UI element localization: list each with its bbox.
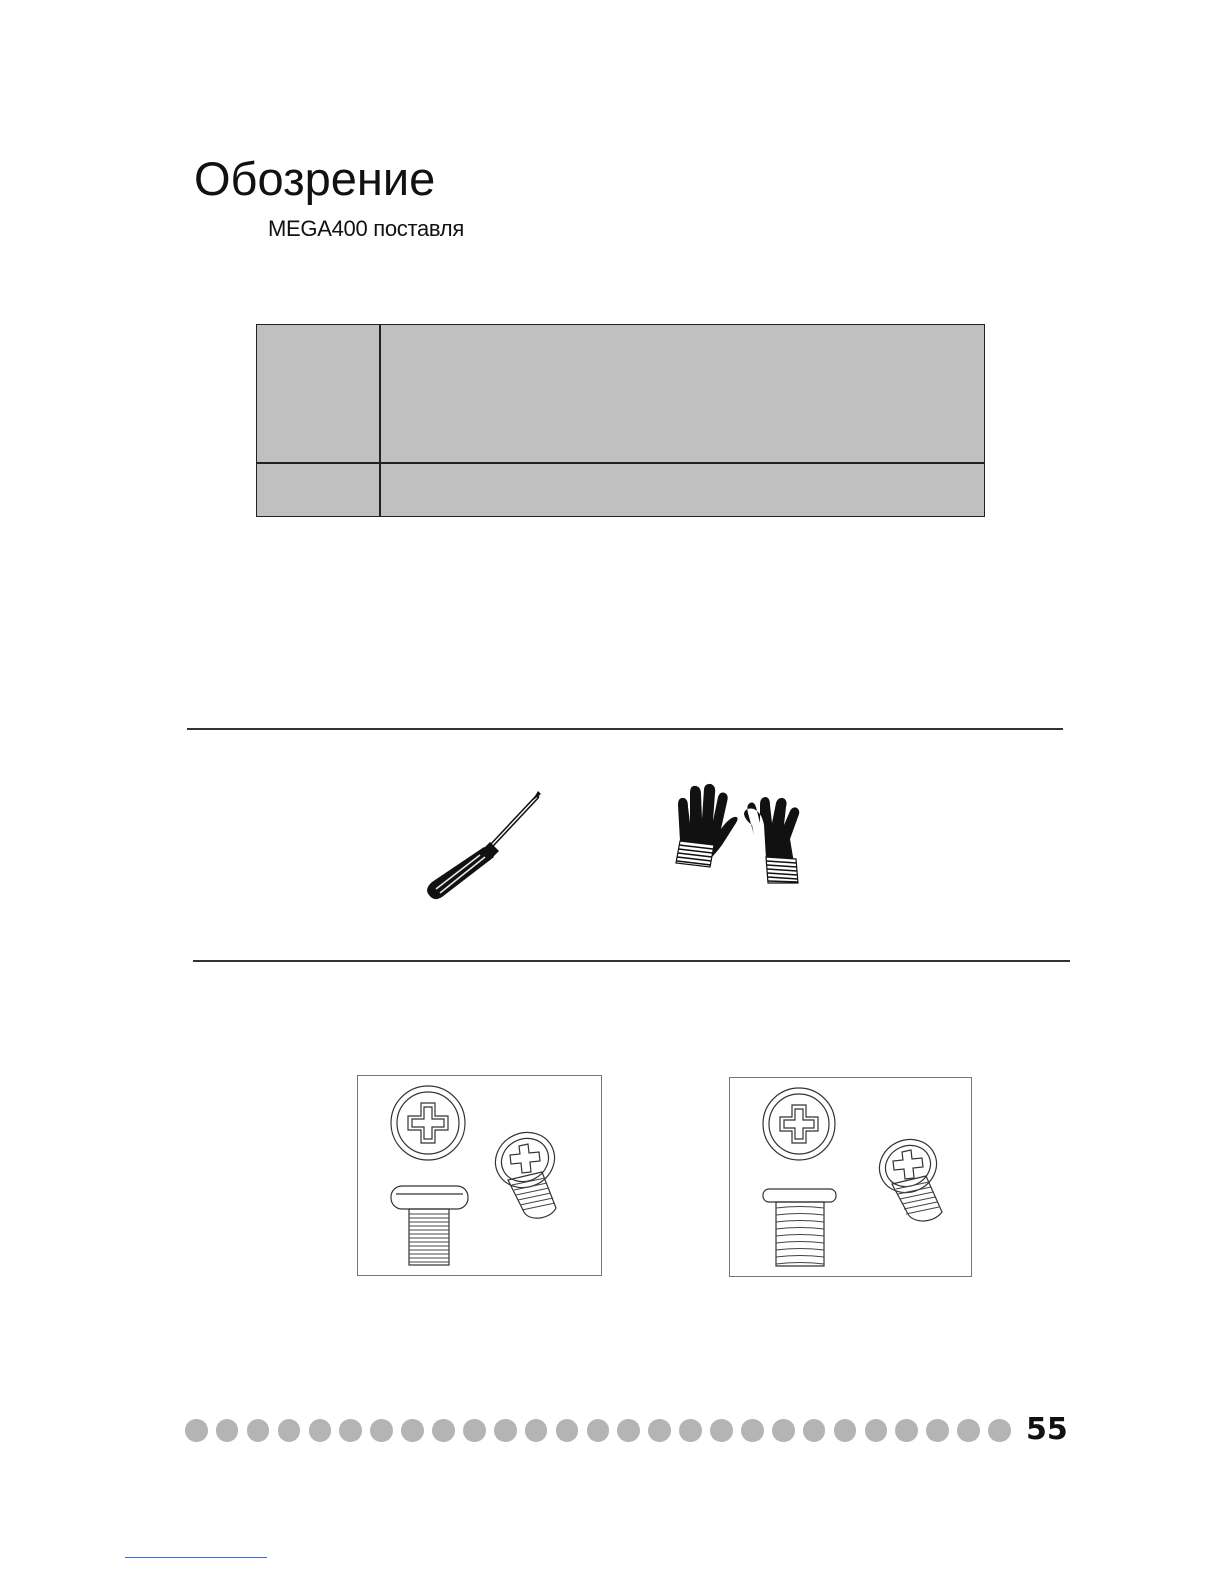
divider-bottom xyxy=(193,960,1070,962)
screw-drawing-icon xyxy=(358,1076,603,1277)
screw-type-a xyxy=(357,1075,602,1276)
spec-table xyxy=(256,324,985,517)
footer-dot xyxy=(865,1419,888,1442)
page-title: Обозрение xyxy=(194,152,436,205)
footer-dot xyxy=(247,1419,270,1442)
footer-dot xyxy=(494,1419,517,1442)
footer-dot xyxy=(556,1419,579,1442)
footer-dot xyxy=(432,1419,455,1442)
footer-dot xyxy=(957,1419,980,1442)
intro-text: MEGA400 поставля xyxy=(268,216,464,241)
footer-dot xyxy=(926,1419,949,1442)
footer-dot xyxy=(803,1419,826,1442)
divider-top xyxy=(187,728,1063,730)
page-footer-dots xyxy=(185,1419,1011,1441)
footer-dot xyxy=(278,1419,301,1442)
gloves-icon xyxy=(668,783,808,887)
screw-drawing-icon xyxy=(730,1078,973,1278)
page-number: 55 xyxy=(1026,1412,1068,1447)
footer-dot xyxy=(895,1419,918,1442)
footer-dot xyxy=(834,1419,857,1442)
footer-dot xyxy=(679,1419,702,1442)
footer-dot xyxy=(463,1419,486,1442)
footer-dot xyxy=(587,1419,610,1442)
footer-dot xyxy=(525,1419,548,1442)
footer-dot xyxy=(988,1419,1011,1442)
footer-dot xyxy=(648,1419,671,1442)
footer-dot xyxy=(741,1419,764,1442)
footer-dot xyxy=(370,1419,393,1442)
footer-dot xyxy=(216,1419,239,1442)
footer-dot xyxy=(772,1419,795,1442)
footer-dot xyxy=(401,1419,424,1442)
table-row xyxy=(257,464,984,516)
footer-dot xyxy=(710,1419,733,1442)
footer-dot xyxy=(185,1419,208,1442)
screw-type-b xyxy=(729,1077,972,1277)
screwdriver-icon xyxy=(420,785,545,900)
footer-dot xyxy=(339,1419,362,1442)
footer-dot xyxy=(617,1419,640,1442)
footer-dot xyxy=(309,1419,332,1442)
table-row xyxy=(257,325,984,462)
footer-link-underline xyxy=(125,1557,267,1558)
